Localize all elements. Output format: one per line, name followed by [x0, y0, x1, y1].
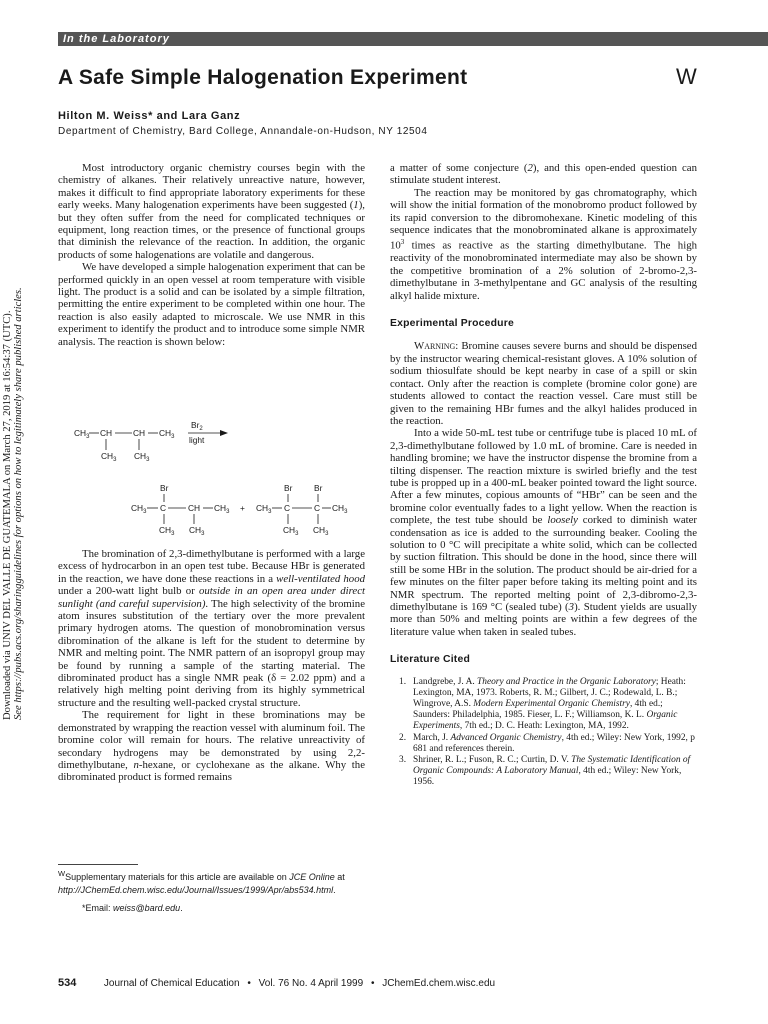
footnote-rule	[58, 864, 138, 865]
svg-text:CH3: $CH_3$	[74, 428, 90, 440]
email-link[interactable]: weiss@bard.edu	[113, 903, 181, 913]
web-supplement-mark: W	[676, 64, 697, 89]
side-note-line-2: See https://pubs.acs.org/sharingguidelines for options on how to legitimately share published articles.	[13, 287, 24, 720]
warning-label: Warning:	[414, 340, 459, 353]
svg-text:CH3: $CH_3$	[332, 503, 348, 515]
svg-text:CH3: $CH_3$	[131, 503, 147, 515]
heading-procedure: Experimental Procedure	[390, 318, 514, 330]
page-footer: 534 Journal of Chemical Education • Vol. 76 No. 4 April 1999 • JChemEd.chem.wisc.edu	[58, 977, 496, 989]
paragraph: Into a wide 50-mL test tube or centrifuge tube is placed 10 mL of 2,3-dimethylbutane followed by 1.0 mL of bromine. Care is needed in handling bromine; we have the instructor dispense the bromine from a tilting dispenser. The reaction mixture is swirled briefly and the test tube is propped up in a 400-mL beaker pointed toward the light source. After a few minutes, copious amounts of “HBr” can be seen and the bromine color eventually fades to a light yellow. When the reaction is complete, the test tube should be loosely corked to diminish water condensation as ice is added to the surrounding beaker. Cooling the solution to 0 °C will precipitate a white solid, which can be collected by suction filtration. This should be done in the hood, since there will still be some HBr in the solution. The product should be air-dried for a few minutes on the filter paper before taking its melting point and its NMR spectrum. The reported melting point of 2,3-dibromo-2,3-dimethylbutane is 169 °C (sealed tube) (3). Student yields are usually more than 50% and melting points are within a few degrees of the literature value when taken in sealed tubes.	[390, 427, 697, 638]
paragraph: The bromination of 2,3-dimethylbutane is performed with a large excess of hydrocarbon in an open test tube. Because HBr is generated in the reaction, we have done these reactions in a well-ventilated hood under a 200-watt light bulb or outside in an open area under direct sunlight (and careful supervision). The high selectivity of the bromine atom insures substitution of the tertiary over the more prevalent primary hydrogen atoms. The question of monobromination versus dibromination of the alkane is left for the student to determine by NMR and melting point. The NMR pattern of an isopropyl group may be found by running a sample of the starting material. The dibrominated product has a single NMR peak (δ = 2.02 ppm) and a relatively high melting point deriving from its highly symmetrical structure and the resulting well-packed crystal structure.	[58, 548, 366, 709]
paragraph: Most introductory organic chemistry courses begin with the chemistry of alkanes. Their relatively unreactive nature, however, makes it difficult to find appropriate laboratory experiments for these early weeks. Many halogenation experiments have been suggested (1), but they often suffer from the need for complicated techniques or equipment, long reaction times, or the presence of functional groups that diminish the relevance of the reaction. In addition, the organic products of some halogenations are volatile and dangerous.	[58, 162, 365, 261]
svg-text:Br2: $Br_2$	[191, 420, 203, 432]
reference-list	[390, 677, 697, 789]
svg-text:C: C	[314, 503, 321, 513]
right-column	[390, 162, 697, 789]
section-bar	[58, 32, 768, 46]
svg-text:+: +	[240, 503, 245, 513]
svg-text:light: light	[189, 435, 205, 445]
paragraph: a matter of some conjecture (2), and this open-ended question can stimulate student interest.	[390, 162, 697, 187]
paragraph: The reaction may be monitored by gas chromatography, which will show the initial formation of the monobromo product followed by its rapid conversion to the dibromohexane. Kinetic modeling of this sequence indicates that the monobrominated alkane is approximately $10^3$ times as reactive as the starting dimethylbutane. The high reactivity of the monobrominated intermediate may also be shown by the competitive bromination of a 2% solution of 2-bromo-2,3-dimethylbutane in 3-methylpentane and GC analysis of the resulting alkyl halide mixture.	[390, 186, 697, 302]
paragraph: We have developed a simple halogenation experiment that can be performed quickly in an open vessel at room temperature with visible light. The product is a solid and can be isolated by a simple filtration, permitting the entire experiment to be completed within one hour. The reaction is also easily adapted to microscale. We use NMR in this experiment to identify the product and to introduce some simple NMR analysis. The reaction is shown below:	[58, 261, 365, 348]
reaction-scheme	[58, 412, 365, 544]
svg-text:C: C	[160, 503, 167, 513]
volume-info: Vol. 76 No. 4 April 1999	[258, 978, 364, 989]
svg-text:CH3: $CH_3$	[283, 525, 299, 537]
section-label: In the Laboratory	[63, 33, 170, 45]
reference-item: 1. Landgrebe, J. A. Theory and Practice in the Organic Laboratory; Heath: Lexington, MA, 1973. Roberts, R. M.; Gilbert, J. C.; Rodewald, L. B.; Wingrove, A.S. Modern Experimental Organic Chemistry, 4th ed.; Saunders: Philadelphia, 1985. Fieser, L. F.; Williamson, K. L. Organic Experiments, 7th ed.; D. C. Heath: Lexington, MA, 1992.	[399, 676, 686, 732]
footnote: *Email: weiss@bard.edu.	[82, 903, 183, 913]
reference-item: 2. March, J. Advanced Organic Chemistry, 4th ed.; Wiley: New York, 1992, p 681 and references therein.	[399, 732, 695, 754]
svg-text:CH3: $CH_3$	[313, 525, 329, 537]
authors: Hilton M. Weiss* and Lara Ganz	[58, 110, 241, 122]
svg-text:Br: Br	[160, 483, 169, 493]
svg-text:CH3: $CH_3$	[214, 503, 230, 515]
reference-item: 3. Shriner, R. L.; Fuson, R. C.; Curtin, D. V. The Systematic Identification of Organic Compounds: A Laboratory Manual, 4th ed.; Wiley: New York, 1956.	[399, 755, 691, 788]
paragraph: The requirement for light in these brominations may be demonstrated by wrapping the reaction vessel with aluminum foil. The bromine color will remain for hours. The relative unreactivity of secondary hydrogens may be demonstrated by using 2,2-dimethylbutane, n-hexane, or cyclohexane as the alkane. Why the dibrominated product is formed remains	[58, 709, 365, 784]
footnote: $^W$Supplementary materials for this article are available on JCE Online at http://JChemEd.chem.wisc.edu/Journal/Issues/1999/Apr/abs534.html.	[58, 869, 345, 895]
svg-text:CH3: $CH_3$	[256, 503, 272, 515]
journal-site: JChemEd.chem.wisc.edu	[382, 978, 496, 989]
svg-text:CH3: $CH_3$	[189, 525, 205, 537]
svg-text:CH3: $CH_3$	[101, 451, 117, 463]
footnotes	[58, 868, 365, 915]
left-column	[58, 162, 365, 348]
svg-text:C: C	[284, 503, 291, 513]
svg-text:Br: Br	[314, 483, 323, 493]
svg-text:Br: Br	[284, 483, 293, 493]
svg-text:CH: CH	[100, 428, 113, 438]
svg-text:CH3: $CH_3$	[134, 451, 150, 463]
paragraph: Warning: Bromine causes severe burns and should be dispensed by the instructor wearing chemical-resistant gloves. A 10% solution of sodium thiosulfate should be kept nearby in case of a spill or skin contact. Only after the reaction is complete (bromine color gone) are students allowed to contact the reaction vessel. Care must still be given to the remaining HBr fumes and the alkyl halides produced in the reaction.	[390, 340, 697, 427]
svg-text:CH: CH	[133, 428, 146, 438]
side-note-line-1: Downloaded via UNIV DEL VALLE DE GUATEMALA on March 27, 2019 at 16:54:37 (UTC).	[2, 310, 13, 720]
article-title: A Safe Simple Halogenation Experiment	[58, 66, 468, 89]
download-side-note	[2, 287, 24, 720]
supplement-link[interactable]: http://JChemEd.chem.wisc.edu/Journal/Issues/1999/Apr/abs534.html	[58, 884, 334, 895]
affiliation: Department of Chemistry, Bard College, Annandale-on-Hudson, NY 12504	[58, 126, 428, 137]
svg-text:CH3: $CH_3$	[159, 525, 175, 537]
svg-text:CH: CH	[188, 503, 201, 513]
page-number: 534	[58, 977, 77, 989]
left-column-lower	[58, 548, 365, 784]
journal-name: Journal of Chemical Education	[103, 978, 240, 989]
heading-literature: Literature Cited	[390, 654, 470, 666]
svg-text:CH3: $CH_3$	[159, 428, 175, 440]
